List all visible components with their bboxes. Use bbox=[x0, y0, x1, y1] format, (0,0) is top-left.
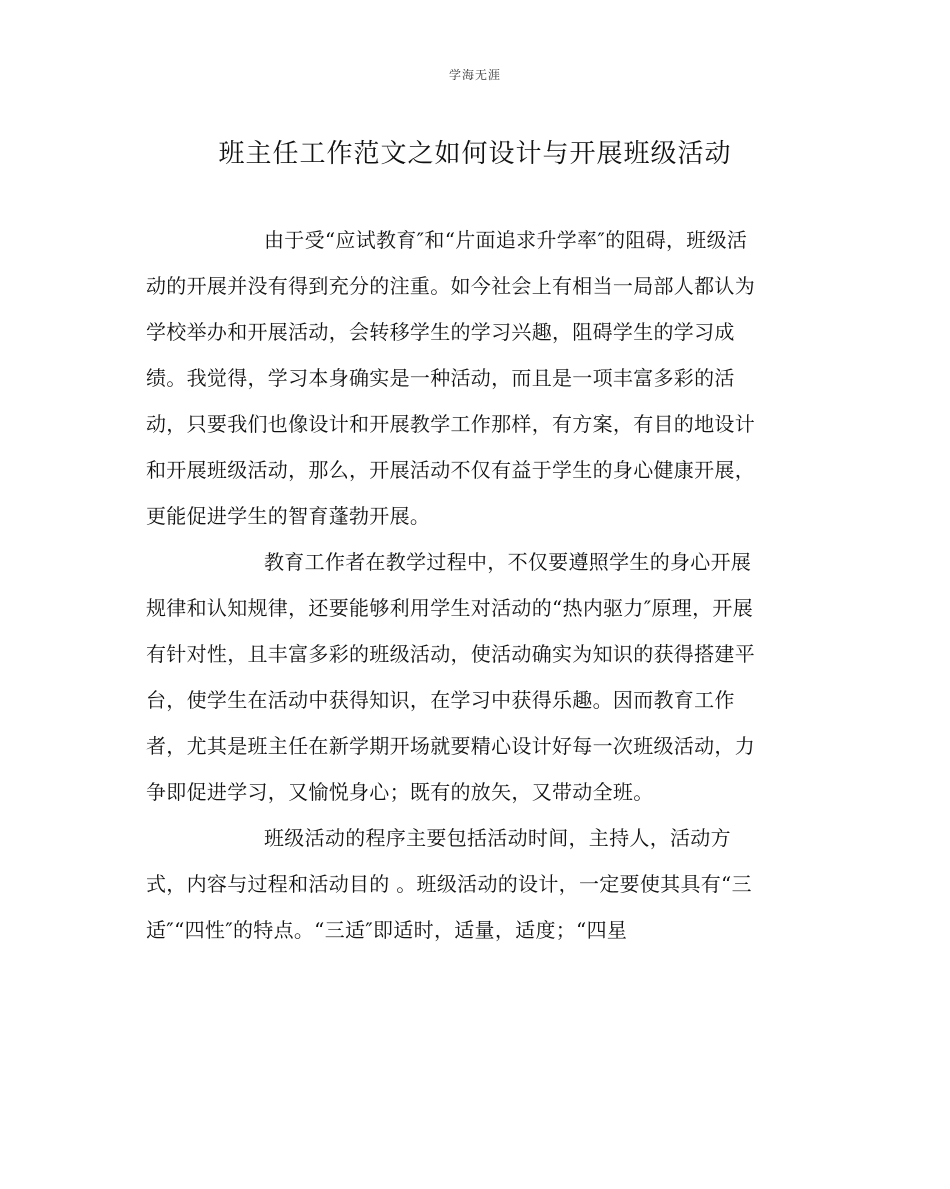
text-line: 式，内容与过程和活动目的 。班级活动的设计，一定要使其具有“三 bbox=[146, 872, 752, 896]
text-line: 有针对性，且丰富多彩的班级活动，使活动确实为知识的获得搭建平 bbox=[146, 642, 755, 666]
text-line: 教育工作者在教学过程中，不仅要遵照学生的身心开展 bbox=[264, 550, 752, 574]
text-line: 动，只要我们也像设计和开展教学工作那样，有方案，有目的地设计 bbox=[146, 412, 755, 436]
text-line: 更能促进学生的智育蓬勃开展。 bbox=[146, 504, 431, 528]
document-title: 班主任工作范文之如何设计与开展班级活动 bbox=[218, 139, 732, 169]
text-line: 学校举办和开展活动，会转移学生的学习兴趣，阻碍学生的学习成 bbox=[146, 320, 735, 344]
text-line: 动的开展并没有得到充分的注重。如今社会上有相当一局部人都认为 bbox=[146, 274, 755, 298]
text-line: 班级活动的程序主要包括活动时间，主持人，活动方 bbox=[264, 826, 731, 850]
text-line: 适″“四性″的特点。“三适″即适时，适量，适度；“四星 bbox=[146, 918, 628, 942]
document-body bbox=[146, 217, 808, 953]
text-line: 台，使学生在活动中获得知识，在学习中获得乐趣。因而教育工作 bbox=[146, 688, 735, 712]
page-header: 学海无涯 bbox=[448, 68, 501, 82]
text-line: 规律和认知规律，还要能够利用学生对活动的“热内驱力″原理，开展 bbox=[146, 596, 753, 620]
text-line: 由于受“应试教育″和“片面追求升学率″的阻碍，班级活 bbox=[264, 228, 748, 252]
text-line: 绩。我觉得，学习本身确实是一种活动，而且是一项丰富多彩的活 bbox=[146, 366, 735, 390]
text-line: 者，尤其是班主任在新学期开场就要精心设计好每一次班级活动，力 bbox=[146, 734, 755, 758]
text-line: 争即促进学习，又愉悦身心；既有的放矢，又带动全班。 bbox=[146, 780, 654, 804]
text-line: 和开展班级活动，那么，开展活动不仅有益于学生的身心健康开展， bbox=[146, 458, 755, 482]
